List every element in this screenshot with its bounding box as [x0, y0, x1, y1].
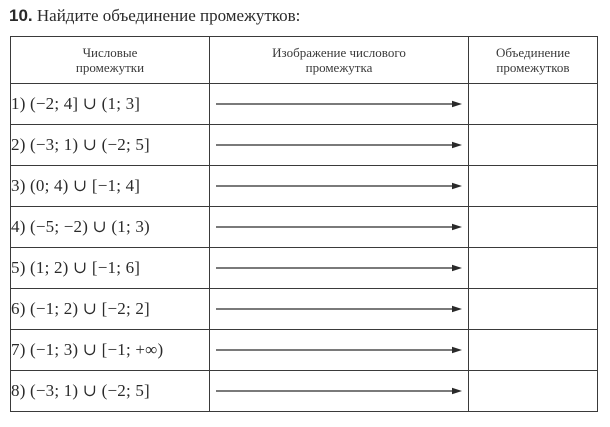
number-line-cell[interactable] — [210, 330, 469, 371]
header-number-line — [210, 37, 469, 84]
interval-expression: 7) (−1; 3) ∪ [−1; +∞) — [11, 330, 210, 371]
table-row — [11, 84, 598, 125]
union-answer-cell[interactable] — [469, 125, 598, 166]
number-line-cell[interactable] — [210, 166, 469, 207]
table-row — [11, 289, 598, 330]
table-row — [11, 248, 598, 289]
header-intervals-line1: Числовые — [82, 45, 138, 60]
number-line-arrow-icon — [216, 99, 462, 109]
number-line-cell[interactable] — [210, 84, 469, 125]
number-line-cell[interactable] — [210, 125, 469, 166]
number-line-cell[interactable] — [210, 289, 469, 330]
interval-expression: 4) (−5; −2) ∪ (1; 3) — [11, 207, 210, 248]
number-line-arrow-icon — [216, 386, 462, 396]
table-row — [11, 371, 598, 412]
table-row — [11, 330, 598, 371]
union-answer-cell[interactable] — [469, 207, 598, 248]
number-line-cell[interactable] — [210, 371, 469, 412]
header-union — [469, 37, 598, 84]
table-header-row — [11, 37, 598, 84]
interval-expression: 5) (1; 2) ∪ [−1; 6] — [11, 248, 210, 289]
union-answer-cell[interactable] — [469, 166, 598, 207]
number-line-cell[interactable] — [210, 248, 469, 289]
task-text: Найдите объединение промежутков: — [36, 6, 301, 25]
union-answer-cell[interactable] — [469, 330, 598, 371]
union-answer-cell[interactable] — [469, 248, 598, 289]
number-line-arrow-icon — [216, 304, 462, 314]
union-answer-cell[interactable] — [469, 371, 598, 412]
header-intervals — [11, 37, 210, 84]
task-title — [9, 6, 300, 26]
number-line-cell[interactable] — [210, 207, 469, 248]
table-row — [11, 125, 598, 166]
number-line-arrow-icon — [216, 181, 462, 191]
header-number-line-line1: Изображение числового — [272, 45, 406, 60]
interval-expression: 8) (−3; 1) ∪ (−2; 5] — [11, 371, 210, 412]
interval-expression: 1) (−2; 4] ∪ (1; 3] — [11, 84, 210, 125]
interval-expression: 3) (0; 4) ∪ [−1; 4] — [11, 166, 210, 207]
union-answer-cell[interactable] — [469, 289, 598, 330]
number-line-arrow-icon — [216, 263, 462, 273]
header-union-line1: Объединение — [496, 45, 570, 60]
number-line-arrow-icon — [216, 345, 462, 355]
number-line-arrow-icon — [216, 140, 462, 150]
table-body — [11, 84, 598, 412]
table-row — [11, 207, 598, 248]
interval-expression: 2) (−3; 1) ∪ (−2; 5] — [11, 125, 210, 166]
union-answer-cell[interactable] — [469, 84, 598, 125]
header-intervals-line2: промежутки — [75, 60, 145, 75]
header-union-line2: промежутков — [496, 60, 570, 75]
table-row — [11, 166, 598, 207]
number-line-arrow-icon — [216, 222, 462, 232]
intervals-table — [10, 36, 598, 412]
task-number: 10. — [9, 6, 33, 25]
header-number-line-line2: промежутка — [305, 60, 373, 75]
interval-expression: 6) (−1; 2) ∪ [−2; 2] — [11, 289, 210, 330]
